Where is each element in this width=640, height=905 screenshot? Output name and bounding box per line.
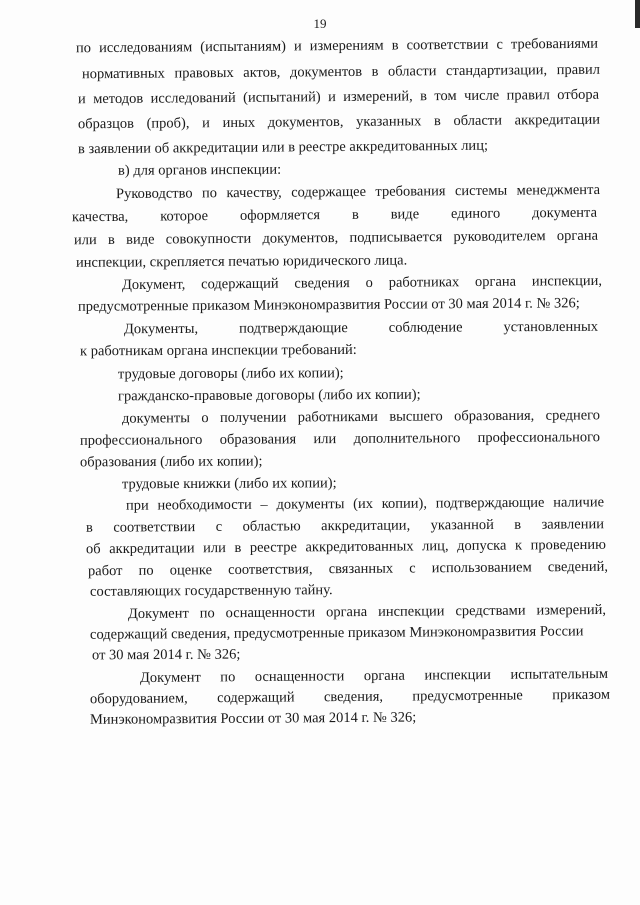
text-line: Документ по оснащенности органа инспекции средствами измерений, [127, 601, 607, 623]
text-line: об аккредитации или в реестре аккредитованных лиц, допуска к проведению [85, 536, 607, 558]
text-line: работ по оценке соответствия, связанных с использованием сведений, [87, 558, 609, 580]
list-item: трудовые договоры (либо их копии); [117, 365, 344, 383]
text-line: Минэкономразвития России от 30 мая 2014 г. № 326; [89, 709, 417, 728]
text-line: Документы, подтверждающие соблюдение установленных [123, 318, 599, 338]
text-line: и методов исследований (испытаний) и измерений, в том числе правил отбора [77, 86, 600, 108]
text-line: составляющих государственную тайну. [89, 582, 333, 600]
text-line: качества, которое оформляется в виде единого документа [71, 204, 598, 226]
text-line: профессионального образования или дополнительного профессионального [79, 429, 601, 449]
text-line: Документ по оснащенности органа инспекции испытательным [139, 665, 609, 687]
text-line: нормативных правовых актов, документов в области стандартизации, правил [81, 61, 601, 83]
text-line: Документ, содержащий сведения о работниках органа инспекции, [121, 272, 603, 294]
list-item: документы о получении работниками высшего образования, среднего [121, 407, 601, 427]
text-line: образцов (проб), и иных документов, указанных в области аккредитации [77, 111, 601, 133]
text-line: от 30 мая 2014 г. № 326; [91, 646, 241, 664]
text-line: предусмотренные приказом Минэкономразвития России от 30 мая 2014 г. № 326; [77, 295, 580, 315]
text-line: к работникам органа инспекции требований: [79, 341, 357, 360]
text-line: по исследованиям (испытаниям) и измерениям в соответствии с требованиями [75, 35, 599, 57]
text-line: в соответствии с областью аккредитации, указанной в заявлении [85, 516, 605, 536]
section-heading: в) для органов инспекции: [117, 161, 282, 179]
text-line: инспекции, скрепляется печатью юридического лица. [75, 252, 408, 271]
list-item: при необходимости – документы (их копии), подтверждающие наличие [125, 494, 605, 514]
text-line: оборудованием, содержащий сведения, предусмотренные приказом [89, 686, 611, 708]
body-text [71, 35, 611, 728]
page-number: 19 [313, 16, 327, 31]
text-line: или в виде совокупности документов, подписывается руководителем органа [73, 227, 599, 249]
text-line: содержащий сведения, предусмотренные приказом Минэкономразвития России [89, 623, 584, 643]
text-line: образования (либо их копии); [79, 453, 263, 471]
text-line: Руководство по качеству, содержащее требования системы менеджмента [115, 181, 601, 203]
list-item: гражданско-правовые договоры (либо их копии); [117, 386, 421, 405]
list-item: трудовые книжки (либо их копии); [121, 475, 337, 493]
text-line: в заявлении об аккредитации или в реестре аккредитованных лиц; [77, 137, 489, 158]
